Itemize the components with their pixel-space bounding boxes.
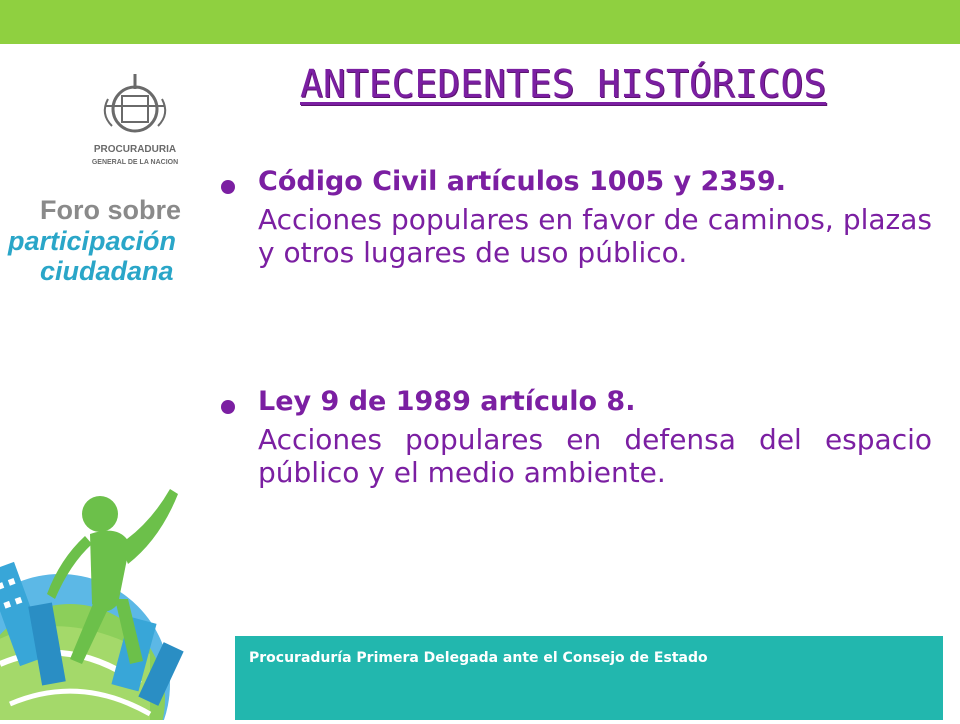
slide-title: ANTECEDENTES HISTÓRICOS	[300, 62, 827, 106]
logo-org-line1: PROCURADURIA	[93, 144, 177, 155]
slide-content	[216, 166, 932, 489]
logo-org-line2: GENERAL DE LA NACION	[91, 159, 179, 166]
item-heading: Ley 9 de 1989 artículo 8.	[258, 386, 636, 417]
top-accent-bar	[0, 0, 960, 44]
bullet-icon	[221, 180, 235, 194]
procuraduria-emblem	[105, 74, 165, 131]
logo-forum-line2: participación	[8, 226, 177, 256]
list-item	[216, 386, 932, 489]
item-body: Acciones populares en favor de caminos, plazas y otros lugares de uso público.	[258, 203, 932, 269]
footer-bar	[235, 636, 943, 720]
logo-forum-line1: Foro sobre	[40, 195, 182, 225]
logo-forum-line3: ciudadana	[40, 256, 174, 286]
list-item	[216, 166, 932, 386]
left-branding-panel	[0, 44, 245, 720]
item-heading: Código Civil artículos 1005 y 2359.	[258, 166, 786, 197]
bullet-icon	[221, 400, 235, 414]
item-body: Acciones populares en defensa del espacio público y el medio ambiente.	[258, 423, 932, 489]
footer-text: Procuraduría Primera Delegada ante el Consejo de Estado	[249, 650, 708, 666]
branding-illustration	[0, 44, 245, 720]
